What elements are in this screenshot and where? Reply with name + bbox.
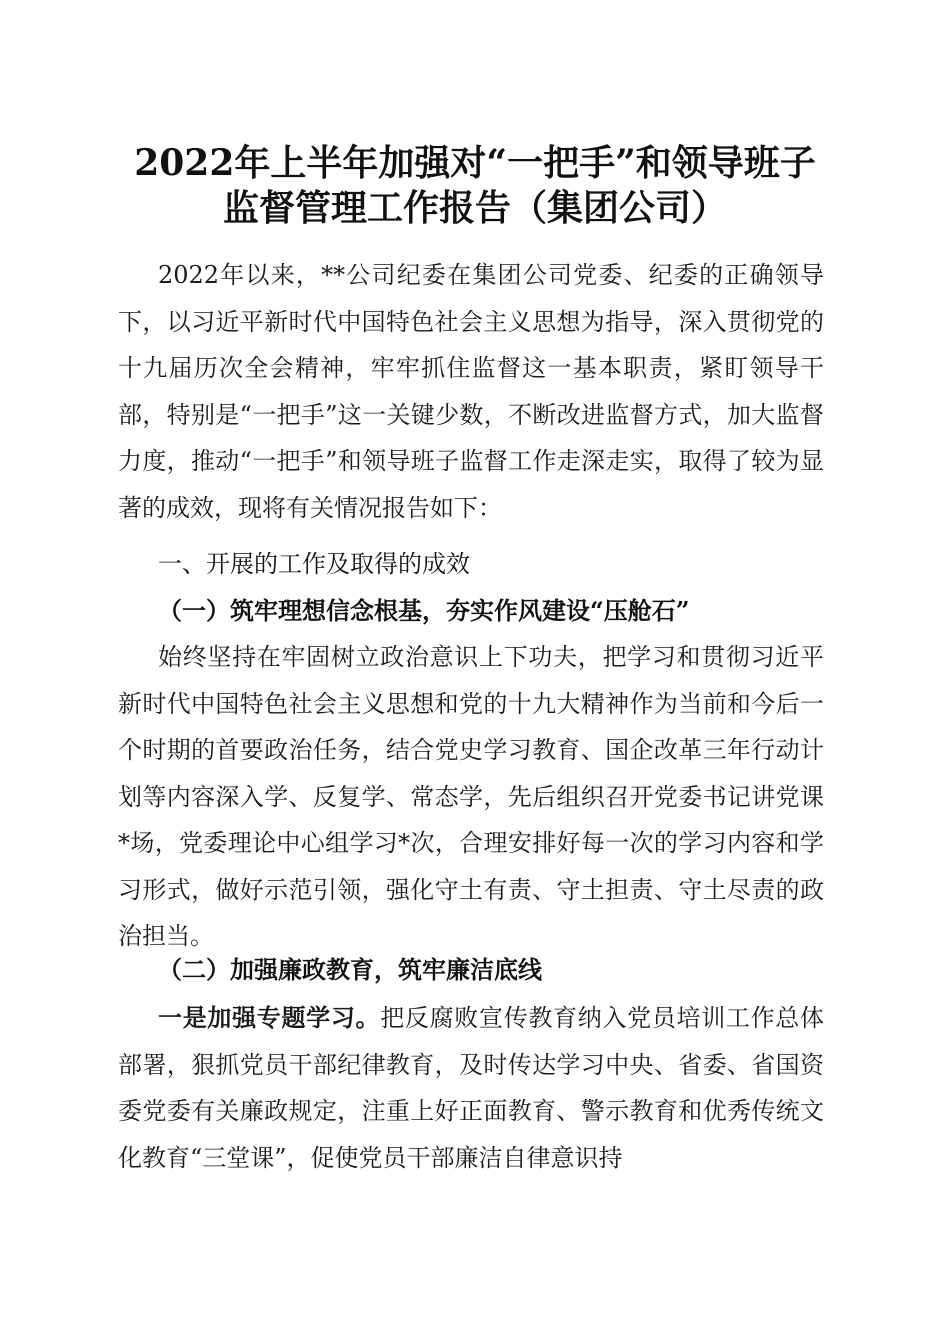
subsection-1-heading: （一）筑牢理想信念根基，夯实作风建设“压舱石” [158, 596, 690, 625]
subsection-2-body: 把反腐败宣传教育纳入党员培训工作总体部署，狠抓党员干部纪律教育，及时传达学习中央、省委、省国资委党委有关廉政规定，注重上好正面教育、警示教育和优秀传统文化教育“三堂课”，促使党员干部廉洁自律意识持 [118, 1004, 825, 1172]
subsection-2-lead: 一是加强专题学习。 [158, 1003, 381, 1032]
section-1-heading: 一、开展的工作及取得的成效 [158, 550, 470, 578]
subsection-1-paragraph: 始终坚持在牢固树立政治意识上下功夫，把学习和贯彻习近平新时代中国特色社会主义思想和党的十九大精神作为当前和今后一个时期的首要政治任务，结合党史学习教育、国企改革三年行动计划等内容深入学、反复学、常态学，先后组织召开党委书记讲党课*场，党委理论中心组学习*次，合理安排好每一次的学习内容和学习形式，做好示范引领，强化守土有责、守土担责、守土尽责的政治担当。 [118, 643, 824, 950]
intro-paragraph: 2022年以来，**公司纪委在集团公司党委、纪委的正确领导下，以习近平新时代中国特色社会主义思想为指导，深入贯彻党的十九届历次全会精神，牢牢抓住监督这一基本职责，紧盯领导干部，特别是“一把手”这一关键少数，不断改进监督方式，加大监督力度，推动“一把手”和领导班子监督工作走深走实，取得了较为显著的成效，现将有关情况报告如下： [118, 261, 824, 522]
subsection-2-paragraph [118, 995, 824, 1181]
document-title-line-1: 2022年上半年加强对“一把手”和领导班子 [134, 142, 816, 184]
document-title-line-2: 监督管理工作报告（集团公司） [222, 187, 727, 229]
subsection-2-heading: （二）加强廉政教育，筑牢廉洁底线 [158, 955, 542, 984]
